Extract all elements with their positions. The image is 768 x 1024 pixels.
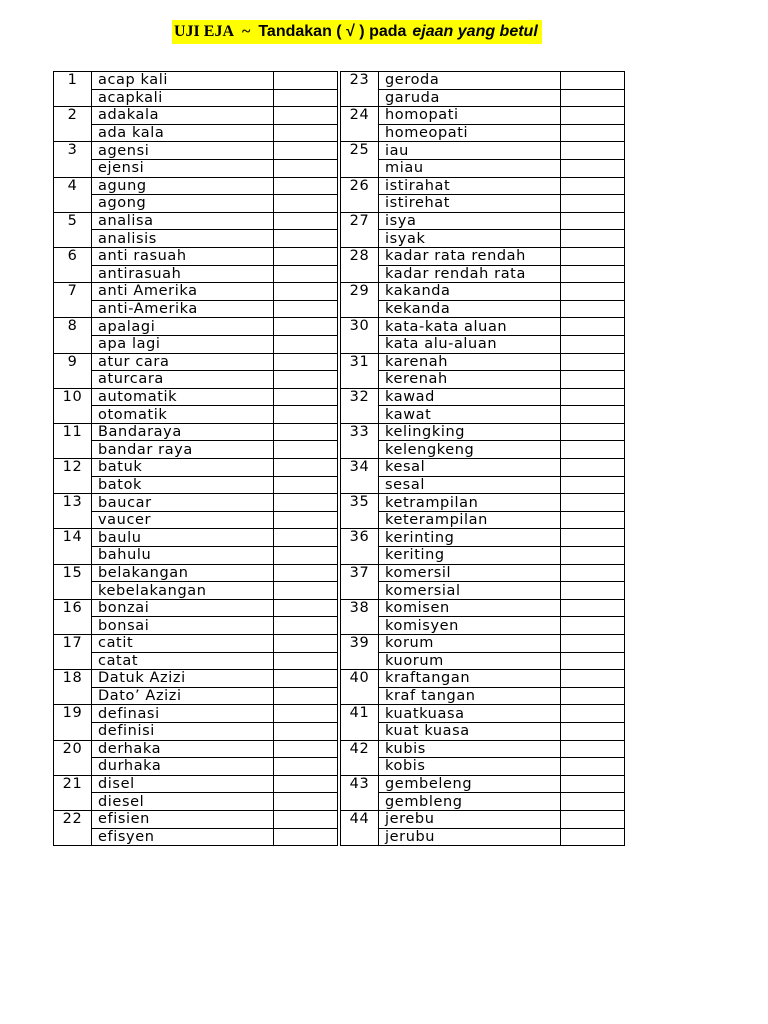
spelling-option: otomatik: [92, 406, 274, 424]
tick-box[interactable]: [561, 230, 625, 248]
item-number: 26: [341, 177, 379, 212]
spelling-option: atur cara: [92, 353, 274, 371]
spelling-option: bonzai: [92, 599, 274, 617]
tick-box[interactable]: [561, 670, 625, 688]
spelling-option: kekanda: [379, 300, 561, 318]
tick-box[interactable]: [561, 159, 625, 177]
spelling-option: gembleng: [379, 793, 561, 811]
spelling-option: jerebu: [379, 810, 561, 828]
tick-box[interactable]: [274, 159, 338, 177]
tick-box[interactable]: [274, 793, 338, 811]
tick-box[interactable]: [561, 107, 625, 125]
spelling-option: kobis: [379, 758, 561, 776]
spelling-option: acap kali: [92, 72, 274, 90]
tick-box[interactable]: [561, 722, 625, 740]
item-number: 31: [341, 353, 379, 388]
tick-box[interactable]: [274, 582, 338, 600]
tick-box[interactable]: [274, 564, 338, 582]
table-row: [54, 494, 625, 512]
table-row: [54, 670, 625, 688]
spelling-option: kata-kata aluan: [379, 318, 561, 336]
spelling-option: komisyen: [379, 617, 561, 635]
tick-box[interactable]: [561, 388, 625, 406]
table-row: [54, 599, 625, 617]
title-instruction: Tandakan ( √ ) pada: [258, 23, 407, 40]
spelling-option: efisien: [92, 810, 274, 828]
tick-box[interactable]: [274, 265, 338, 283]
spelling-option: kuorum: [379, 652, 561, 670]
spelling-option: derhaka: [92, 740, 274, 758]
table-row: [54, 810, 625, 828]
spelling-option: adakala: [92, 107, 274, 125]
spelling-option: kelingking: [379, 423, 561, 441]
tick-box[interactable]: [274, 547, 338, 565]
spelling-option: acapkali: [92, 89, 274, 107]
tick-box[interactable]: [561, 300, 625, 318]
tick-box[interactable]: [561, 247, 625, 265]
item-number: 33: [341, 423, 379, 458]
spelling-option: kadar rendah rata: [379, 265, 561, 283]
item-number: 32: [341, 388, 379, 423]
item-number: 12: [54, 459, 92, 494]
spelling-option: komersial: [379, 582, 561, 600]
tick-box[interactable]: [561, 318, 625, 336]
tick-box[interactable]: [561, 177, 625, 195]
tick-box[interactable]: [274, 599, 338, 617]
spelling-option: anti rasuah: [92, 247, 274, 265]
tick-box[interactable]: [561, 195, 625, 213]
tick-box[interactable]: [561, 441, 625, 459]
table-row: [54, 353, 625, 371]
table-row: [54, 775, 625, 793]
item-number: 27: [341, 212, 379, 247]
tick-box[interactable]: [274, 722, 338, 740]
tick-box[interactable]: [274, 406, 338, 424]
item-number: 43: [341, 775, 379, 810]
spelling-option: belakangan: [92, 564, 274, 582]
spelling-option: isya: [379, 212, 561, 230]
spelling-option: vaucer: [92, 511, 274, 529]
item-number: 35: [341, 494, 379, 529]
tick-box[interactable]: [561, 511, 625, 529]
spelling-option: kakanda: [379, 283, 561, 301]
spelling-option: antirasuah: [92, 265, 274, 283]
spelling-option: kawad: [379, 388, 561, 406]
table-row: [54, 529, 625, 547]
spelling-option: keriting: [379, 547, 561, 565]
spelling-option: kraf tangan: [379, 687, 561, 705]
spelling-option: bonsai: [92, 617, 274, 635]
spelling-option: catit: [92, 635, 274, 653]
spelling-option: bandar raya: [92, 441, 274, 459]
tick-box[interactable]: [274, 283, 338, 301]
spelling-option: homeopati: [379, 124, 561, 142]
tick-box[interactable]: [561, 283, 625, 301]
table-row: [54, 212, 625, 230]
spelling-option: ketrampilan: [379, 494, 561, 512]
tick-box[interactable]: [274, 107, 338, 125]
spelling-option: diesel: [92, 793, 274, 811]
item-number: 5: [54, 212, 92, 247]
spelling-option: definasi: [92, 705, 274, 723]
spelling-option: ejensi: [92, 159, 274, 177]
table-row: [54, 388, 625, 406]
item-number: 15: [54, 564, 92, 599]
tick-box[interactable]: [561, 617, 625, 635]
tick-box[interactable]: [274, 617, 338, 635]
spelling-option: analisa: [92, 212, 274, 230]
spelling-option: iau: [379, 142, 561, 160]
tick-box[interactable]: [274, 247, 338, 265]
spelling-option: gembeleng: [379, 775, 561, 793]
table-row: [54, 72, 625, 90]
table-row: [54, 705, 625, 723]
tick-box[interactable]: [274, 335, 338, 353]
tick-box[interactable]: [274, 529, 338, 547]
tick-box[interactable]: [274, 810, 338, 828]
item-number: 9: [54, 353, 92, 388]
tick-box[interactable]: [561, 740, 625, 758]
tick-box[interactable]: [561, 212, 625, 230]
spelling-option: kadar rata rendah: [379, 247, 561, 265]
tick-box[interactable]: [561, 810, 625, 828]
table-row: [54, 177, 625, 195]
spelling-option: keterampilan: [379, 511, 561, 529]
tick-box[interactable]: [561, 353, 625, 371]
tick-box[interactable]: [561, 529, 625, 547]
tick-box[interactable]: [561, 828, 625, 846]
spelling-option: istirehat: [379, 195, 561, 213]
table-row: [54, 423, 625, 441]
item-number: 13: [54, 494, 92, 529]
table-row: [54, 459, 625, 477]
spelling-option: bahulu: [92, 547, 274, 565]
item-number: 36: [341, 529, 379, 564]
spelling-option: agung: [92, 177, 274, 195]
tick-box[interactable]: [561, 635, 625, 653]
tick-box[interactable]: [274, 423, 338, 441]
spelling-option: isyak: [379, 230, 561, 248]
table-row: [54, 107, 625, 125]
spelling-option: baulu: [92, 529, 274, 547]
title-separator: ~: [242, 23, 251, 40]
table-row: [54, 564, 625, 582]
spelling-option: miau: [379, 159, 561, 177]
spelling-option: aturcara: [92, 371, 274, 389]
spelling-option: kelengkeng: [379, 441, 561, 459]
tick-box[interactable]: [274, 687, 338, 705]
item-number: 17: [54, 635, 92, 670]
spelling-option: istirahat: [379, 177, 561, 195]
item-number: 10: [54, 388, 92, 423]
spelling-option: kuatkuasa: [379, 705, 561, 723]
item-number: 1: [54, 72, 92, 107]
tick-box[interactable]: [274, 177, 338, 195]
tick-box[interactable]: [274, 142, 338, 160]
spelling-option: geroda: [379, 72, 561, 90]
spelling-option: kubis: [379, 740, 561, 758]
tick-box[interactable]: [561, 652, 625, 670]
spelling-option: apa lagi: [92, 335, 274, 353]
table-row: [54, 635, 625, 653]
item-number: 23: [341, 72, 379, 107]
item-number: 16: [54, 599, 92, 634]
tick-box[interactable]: [274, 72, 338, 90]
spelling-option: Datuk Azizi: [92, 670, 274, 688]
spelling-option: jerubu: [379, 828, 561, 846]
spelling-option: kerenah: [379, 371, 561, 389]
spelling-option: ada kala: [92, 124, 274, 142]
item-number: 20: [54, 740, 92, 775]
title-emphasis: ejaan yang betul: [412, 23, 538, 40]
table-row: [54, 740, 625, 758]
spelling-option: komisen: [379, 599, 561, 617]
tick-box[interactable]: [561, 494, 625, 512]
tick-box[interactable]: [561, 547, 625, 565]
tick-box[interactable]: [274, 388, 338, 406]
tick-box[interactable]: [561, 89, 625, 107]
tick-box[interactable]: [561, 371, 625, 389]
item-number: 41: [341, 705, 379, 740]
item-number: 21: [54, 775, 92, 810]
item-number: 6: [54, 247, 92, 282]
table-row: [54, 142, 625, 160]
tick-box[interactable]: [274, 371, 338, 389]
title-label: UJI EJA: [174, 23, 235, 40]
item-number: 24: [341, 107, 379, 142]
tick-box[interactable]: [274, 758, 338, 776]
spelling-option: anti-Amerika: [92, 300, 274, 318]
tick-box[interactable]: [274, 318, 338, 336]
item-number: 30: [341, 318, 379, 353]
spelling-option: baucar: [92, 494, 274, 512]
item-number: 8: [54, 318, 92, 353]
tick-box[interactable]: [274, 441, 338, 459]
item-number: 22: [54, 810, 92, 845]
tick-box[interactable]: [561, 406, 625, 424]
spelling-option: definisi: [92, 722, 274, 740]
tick-box[interactable]: [561, 758, 625, 776]
spelling-option: agensi: [92, 142, 274, 160]
tick-box[interactable]: [561, 124, 625, 142]
worksheet-title: [172, 20, 542, 44]
item-number: 38: [341, 599, 379, 634]
tick-box[interactable]: [274, 124, 338, 142]
item-number: 7: [54, 283, 92, 318]
spelling-option: anti Amerika: [92, 283, 274, 301]
item-number: 29: [341, 283, 379, 318]
spelling-option: analisis: [92, 230, 274, 248]
tick-box[interactable]: [274, 89, 338, 107]
spelling-option: homopati: [379, 107, 561, 125]
tick-box[interactable]: [274, 705, 338, 723]
tick-box[interactable]: [561, 599, 625, 617]
item-number: 28: [341, 247, 379, 282]
tick-box[interactable]: [274, 230, 338, 248]
spelling-option: disel: [92, 775, 274, 793]
tick-box[interactable]: [274, 300, 338, 318]
tick-box[interactable]: [561, 793, 625, 811]
tick-box[interactable]: [561, 265, 625, 283]
spelling-option: catat: [92, 652, 274, 670]
tick-box[interactable]: [561, 687, 625, 705]
spelling-option: Bandaraya: [92, 423, 274, 441]
table-row: [54, 318, 625, 336]
tick-box[interactable]: [274, 212, 338, 230]
spelling-option: kesal: [379, 459, 561, 477]
spelling-option: batok: [92, 476, 274, 494]
tick-box[interactable]: [274, 775, 338, 793]
item-number: 44: [341, 810, 379, 845]
tick-box[interactable]: [274, 670, 338, 688]
table-row: [54, 283, 625, 301]
tick-box[interactable]: [561, 142, 625, 160]
tick-box[interactable]: [561, 423, 625, 441]
spelling-option: kawat: [379, 406, 561, 424]
tick-box[interactable]: [561, 476, 625, 494]
item-number: 42: [341, 740, 379, 775]
spelling-option: batuk: [92, 459, 274, 477]
item-number: 34: [341, 459, 379, 494]
spelling-option: apalagi: [92, 318, 274, 336]
tick-box[interactable]: [561, 582, 625, 600]
item-number: 4: [54, 177, 92, 212]
tick-box[interactable]: [561, 72, 625, 90]
tick-box[interactable]: [274, 828, 338, 846]
item-number: 40: [341, 670, 379, 705]
spelling-option: kuat kuasa: [379, 722, 561, 740]
spelling-option: Dato’ Azizi: [92, 687, 274, 705]
item-number: 39: [341, 635, 379, 670]
tick-box[interactable]: [561, 775, 625, 793]
spelling-option: sesal: [379, 476, 561, 494]
tick-box[interactable]: [561, 564, 625, 582]
tick-box[interactable]: [561, 459, 625, 477]
tick-box[interactable]: [274, 353, 338, 371]
item-number: 3: [54, 142, 92, 177]
tick-box[interactable]: [561, 705, 625, 723]
spelling-option: agong: [92, 195, 274, 213]
tick-box[interactable]: [274, 494, 338, 512]
item-number: 25: [341, 142, 379, 177]
item-number: 14: [54, 529, 92, 564]
spelling-option: korum: [379, 635, 561, 653]
spelling-option: automatik: [92, 388, 274, 406]
tick-box[interactable]: [274, 740, 338, 758]
tick-box[interactable]: [274, 476, 338, 494]
table-row: [54, 247, 625, 265]
spelling-option: kebelakangan: [92, 582, 274, 600]
spelling-option: efisyen: [92, 828, 274, 846]
spelling-option: kerinting: [379, 529, 561, 547]
item-number: 18: [54, 670, 92, 705]
item-number: 11: [54, 423, 92, 458]
tick-box[interactable]: [274, 511, 338, 529]
item-number: 37: [341, 564, 379, 599]
item-number: 2: [54, 107, 92, 142]
spelling-option: kraftangan: [379, 670, 561, 688]
spelling-option: karenah: [379, 353, 561, 371]
spelling-table: [53, 71, 625, 846]
spelling-option: komersil: [379, 564, 561, 582]
tick-box[interactable]: [274, 459, 338, 477]
tick-box[interactable]: [274, 635, 338, 653]
spelling-option: kata alu-aluan: [379, 335, 561, 353]
tick-box[interactable]: [274, 195, 338, 213]
tick-box[interactable]: [274, 652, 338, 670]
spelling-option: durhaka: [92, 758, 274, 776]
spelling-option: garuda: [379, 89, 561, 107]
item-number: 19: [54, 705, 92, 740]
tick-box[interactable]: [561, 335, 625, 353]
